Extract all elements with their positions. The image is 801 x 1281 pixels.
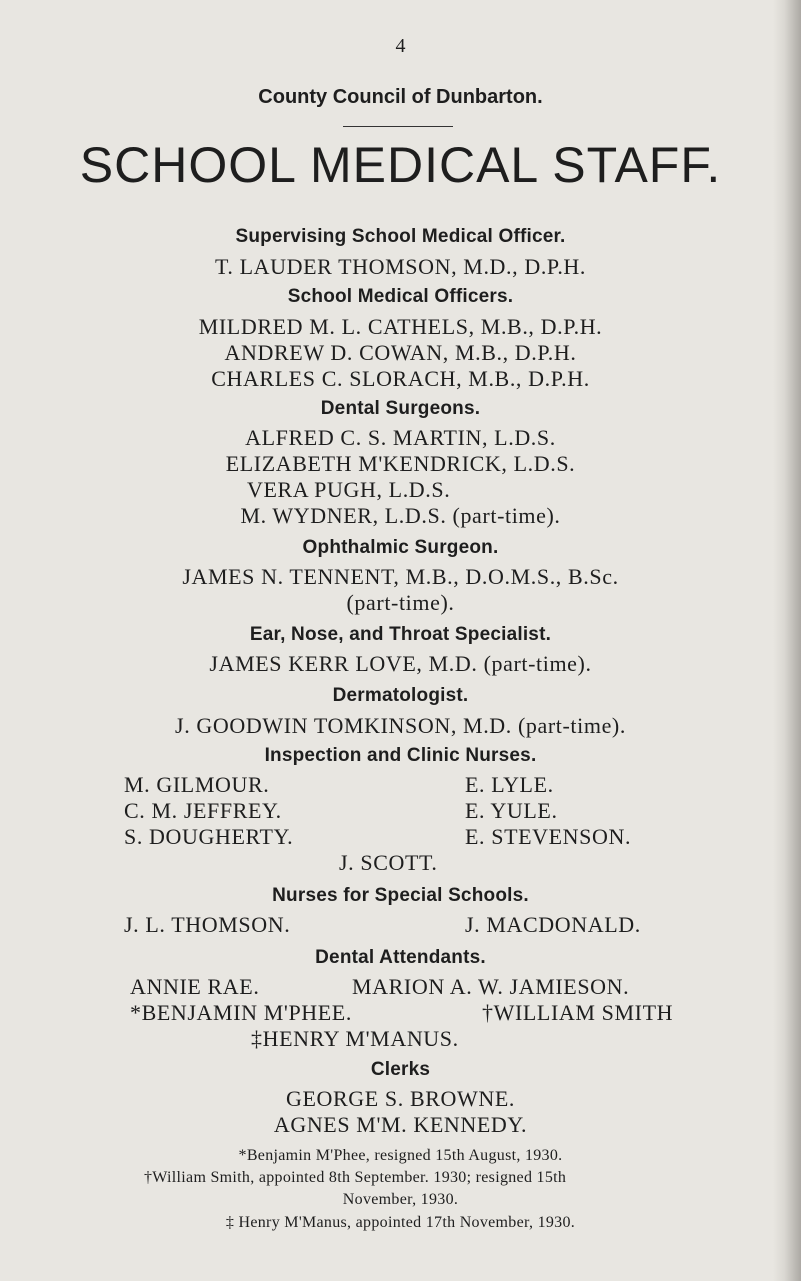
- clerk-name: AGNES M'M. KENNEDY.: [273, 1112, 528, 1137]
- attendant-name: †WILLIAM SMITH: [482, 1000, 674, 1025]
- page-number: 4: [395, 35, 406, 57]
- clerks-heading: Clerks: [370, 1059, 431, 1080]
- attendant-name: *BENJAMIN M'PHEE.: [130, 1000, 352, 1025]
- ophthalmic-note: (part-time).: [346, 590, 455, 615]
- supervising-name: T. LAUDER THOMSON, M.D., D.P.H.: [214, 254, 587, 279]
- nurse-name: E. STEVENSON.: [465, 824, 632, 849]
- ophthalmic-heading: Ophthalmic Surgeon.: [302, 537, 499, 558]
- dermatologist-heading: Dermatologist.: [332, 685, 469, 706]
- nurse-name: E. YULE.: [465, 798, 558, 823]
- officer-name: ANDREW D. COWAN, M.B., D.P.H.: [224, 340, 577, 365]
- officers-heading: School Medical Officers.: [287, 286, 514, 307]
- footnote: *Benjamin M'Phee, resigned 15th August, 1930.: [238, 1147, 563, 1164]
- council-heading: County Council of Dunbarton.: [258, 86, 543, 108]
- dental-attendants-heading: Dental Attendants.: [315, 947, 486, 968]
- divider-rule: [343, 126, 453, 127]
- page-title: SCHOOL MEDICAL STAFF.: [79, 137, 722, 193]
- nurse-name: M. GILMOUR.: [124, 772, 270, 797]
- officer-name: MILDRED M. L. CATHELS, M.B., D.P.H.: [198, 314, 603, 339]
- special-nurse-name: J. MACDONALD.: [465, 912, 641, 937]
- dental-surgeons-heading: Dental Surgeons.: [320, 398, 481, 419]
- nurse-name: E. LYLE.: [465, 772, 554, 797]
- nurses-heading: Inspection and Clinic Nurses.: [264, 745, 537, 766]
- footnote: ‡ Henry M'Manus, appointed 17th November, 1930.: [225, 1214, 576, 1231]
- dental-surgeon-name: ALFRED C. S. MARTIN, L.D.S.: [245, 425, 556, 450]
- special-nurses-heading: Nurses for Special Schools.: [272, 885, 529, 906]
- attendant-name: MARION A. W. JAMIESON.: [352, 974, 630, 999]
- dermatologist-name: J. GOODWIN TOMKINSON, M.D. (part-time).: [175, 713, 626, 738]
- ent-name: JAMES KERR LOVE, M.D. (part-time).: [209, 651, 592, 676]
- dental-surgeon-name: VERA PUGH, L.D.S.: [247, 477, 451, 502]
- nurse-name: C. M. JEFFREY.: [124, 798, 282, 823]
- dental-surgeon-name: ELIZABETH M'KENDRICK, L.D.S.: [225, 451, 576, 476]
- nurse-name: J. SCOTT.: [339, 850, 438, 875]
- ophthalmic-name: JAMES N. TENNENT, M.B., D.O.M.S., B.Sc.: [182, 564, 619, 589]
- nurse-name: S. DOUGHERTY.: [124, 824, 294, 849]
- ent-heading: Ear, Nose, and Throat Specialist.: [249, 624, 552, 645]
- officer-name: CHARLES C. SLORACH, M.B., D.P.H.: [211, 366, 590, 391]
- attendant-name: ‡HENRY M'MANUS.: [251, 1026, 459, 1051]
- footnote: November, 1930.: [342, 1191, 459, 1208]
- supervising-heading: Supervising School Medical Officer.: [235, 226, 566, 247]
- clerk-name: GEORGE S. BROWNE.: [286, 1086, 515, 1111]
- footnote: †William Smith, appointed 8th September. 1930; resigned 15th: [144, 1169, 567, 1186]
- dental-surgeon-name: M. WYDNER, L.D.S. (part-time).: [240, 503, 561, 528]
- special-nurse-name: J. L. THOMSON.: [124, 912, 291, 937]
- attendant-name: ANNIE RAE.: [130, 974, 260, 999]
